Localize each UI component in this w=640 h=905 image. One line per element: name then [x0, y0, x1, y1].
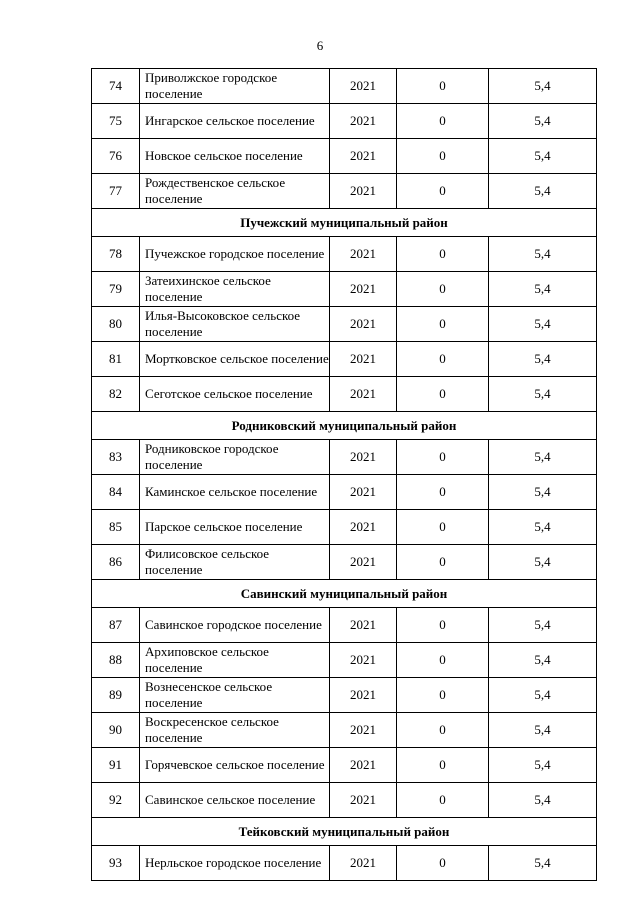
settlement-name-cell: Вознесенское сельское поселение: [140, 678, 330, 713]
value-cell-2: 5,4: [489, 748, 597, 783]
settlement-name-cell: Парское сельское поселение: [140, 510, 330, 545]
settlement-name-cell: Илья-Высоковское сельское поселение: [140, 307, 330, 342]
value-cell-2: 5,4: [489, 783, 597, 818]
year-cell: 2021: [330, 748, 397, 783]
section-header-row: [92, 818, 597, 846]
table-row: [92, 104, 597, 139]
table-row: [92, 377, 597, 412]
year-cell: 2021: [330, 237, 397, 272]
value-cell-2: 5,4: [489, 608, 597, 643]
table-row: [92, 342, 597, 377]
table-row: [92, 545, 597, 580]
settlement-name-cell: Савинское сельское поселение: [140, 783, 330, 818]
row-number-cell: 76: [92, 139, 140, 174]
row-number-cell: 93: [92, 846, 140, 881]
settlement-name-cell: Горячевское сельское поселение: [140, 748, 330, 783]
value-cell-1: 0: [397, 475, 489, 510]
table-row: [92, 440, 597, 475]
value-cell-1: 0: [397, 174, 489, 209]
value-cell-1: 0: [397, 272, 489, 307]
value-cell-1: 0: [397, 69, 489, 104]
value-cell-2: 5,4: [489, 69, 597, 104]
section-title: Родниковский муниципальный район: [92, 412, 597, 440]
settlement-name-cell: Новское сельское поселение: [140, 139, 330, 174]
row-number-cell: 90: [92, 713, 140, 748]
value-cell-2: 5,4: [489, 104, 597, 139]
row-number-cell: 92: [92, 783, 140, 818]
value-cell-2: 5,4: [489, 475, 597, 510]
year-cell: 2021: [330, 510, 397, 545]
section-header-row: [92, 412, 597, 440]
row-number-cell: 86: [92, 545, 140, 580]
settlement-name-cell: Сеготское сельское поселение: [140, 377, 330, 412]
value-cell-1: 0: [397, 608, 489, 643]
row-number-cell: 89: [92, 678, 140, 713]
year-cell: 2021: [330, 475, 397, 510]
row-number-cell: 91: [92, 748, 140, 783]
value-cell-1: 0: [397, 643, 489, 678]
value-cell-1: 0: [397, 440, 489, 475]
settlement-name-cell: Ингарское сельское поселение: [140, 104, 330, 139]
table-row: [92, 846, 597, 881]
table-row: [92, 713, 597, 748]
value-cell-1: 0: [397, 846, 489, 881]
year-cell: 2021: [330, 174, 397, 209]
table-row: [92, 643, 597, 678]
value-cell-1: 0: [397, 377, 489, 412]
section-header-row: [92, 209, 597, 237]
year-cell: 2021: [330, 608, 397, 643]
settlement-name-cell: Нерльское городское поселение: [140, 846, 330, 881]
value-cell-1: 0: [397, 783, 489, 818]
row-number-cell: 78: [92, 237, 140, 272]
row-number-cell: 75: [92, 104, 140, 139]
section-title: Пучежский муниципальный район: [92, 209, 597, 237]
value-cell-1: 0: [397, 139, 489, 174]
section-title: Савинский муниципальный район: [92, 580, 597, 608]
year-cell: 2021: [330, 342, 397, 377]
value-cell-2: 5,4: [489, 846, 597, 881]
settlement-name-cell: Филисовское сельское поселение: [140, 545, 330, 580]
row-number-cell: 84: [92, 475, 140, 510]
table-row: [92, 272, 597, 307]
value-cell-2: 5,4: [489, 174, 597, 209]
settlement-name-cell: Родниковское городское поселение: [140, 440, 330, 475]
year-cell: 2021: [330, 272, 397, 307]
value-cell-1: 0: [397, 307, 489, 342]
year-cell: 2021: [330, 139, 397, 174]
value-cell-2: 5,4: [489, 440, 597, 475]
value-cell-2: 5,4: [489, 272, 597, 307]
year-cell: 2021: [330, 713, 397, 748]
year-cell: 2021: [330, 440, 397, 475]
value-cell-1: 0: [397, 510, 489, 545]
table-row: [92, 510, 597, 545]
section-title: Тейковский муниципальный район: [92, 818, 597, 846]
row-number-cell: 82: [92, 377, 140, 412]
row-number-cell: 81: [92, 342, 140, 377]
settlement-name-cell: Савинское городское поселение: [140, 608, 330, 643]
year-cell: 2021: [330, 104, 397, 139]
page-number: 6: [316, 38, 324, 53]
table-row: [92, 475, 597, 510]
value-cell-1: 0: [397, 342, 489, 377]
value-cell-1: 0: [397, 678, 489, 713]
value-cell-2: 5,4: [489, 377, 597, 412]
value-cell-2: 5,4: [489, 237, 597, 272]
value-cell-1: 0: [397, 104, 489, 139]
value-cell-2: 5,4: [489, 713, 597, 748]
year-cell: 2021: [330, 69, 397, 104]
year-cell: 2021: [330, 545, 397, 580]
row-number-cell: 88: [92, 643, 140, 678]
year-cell: 2021: [330, 643, 397, 678]
year-cell: 2021: [330, 678, 397, 713]
settlement-name-cell: Рождественское сельское поселение: [140, 174, 330, 209]
table-row: [92, 783, 597, 818]
row-number-cell: 80: [92, 307, 140, 342]
settlement-name-cell: Пучежское городское поселение: [140, 237, 330, 272]
settlement-name-cell: Воскресенское сельское поселение: [140, 713, 330, 748]
year-cell: 2021: [330, 846, 397, 881]
value-cell-2: 5,4: [489, 545, 597, 580]
settlement-name-cell: Каминское сельское поселение: [140, 475, 330, 510]
value-cell-1: 0: [397, 237, 489, 272]
table-row: [92, 139, 597, 174]
table-row: [92, 307, 597, 342]
value-cell-2: 5,4: [489, 139, 597, 174]
row-number-cell: 74: [92, 69, 140, 104]
row-number-cell: 83: [92, 440, 140, 475]
settlement-name-cell: Затеихинское сельское поселение: [140, 272, 330, 307]
row-number-cell: 87: [92, 608, 140, 643]
value-cell-2: 5,4: [489, 678, 597, 713]
table-row: [92, 748, 597, 783]
settlement-name-cell: Приволжское городское поселение: [140, 69, 330, 104]
value-cell-2: 5,4: [489, 342, 597, 377]
year-cell: 2021: [330, 377, 397, 412]
value-cell-2: 5,4: [489, 510, 597, 545]
value-cell-1: 0: [397, 545, 489, 580]
table-row: [92, 608, 597, 643]
year-cell: 2021: [330, 783, 397, 818]
table-row: [92, 237, 597, 272]
year-cell: 2021: [330, 307, 397, 342]
section-header-row: [92, 580, 597, 608]
value-cell-1: 0: [397, 748, 489, 783]
value-cell-1: 0: [397, 713, 489, 748]
table-row: [92, 678, 597, 713]
table-row: [92, 69, 597, 104]
row-number-cell: 79: [92, 272, 140, 307]
settlement-name-cell: Мортковское сельское поселение: [140, 342, 330, 377]
settlements-table: [91, 68, 597, 881]
table-row: [92, 174, 597, 209]
value-cell-2: 5,4: [489, 643, 597, 678]
row-number-cell: 77: [92, 174, 140, 209]
settlement-name-cell: Архиповское сельское поселение: [140, 643, 330, 678]
value-cell-2: 5,4: [489, 307, 597, 342]
row-number-cell: 85: [92, 510, 140, 545]
